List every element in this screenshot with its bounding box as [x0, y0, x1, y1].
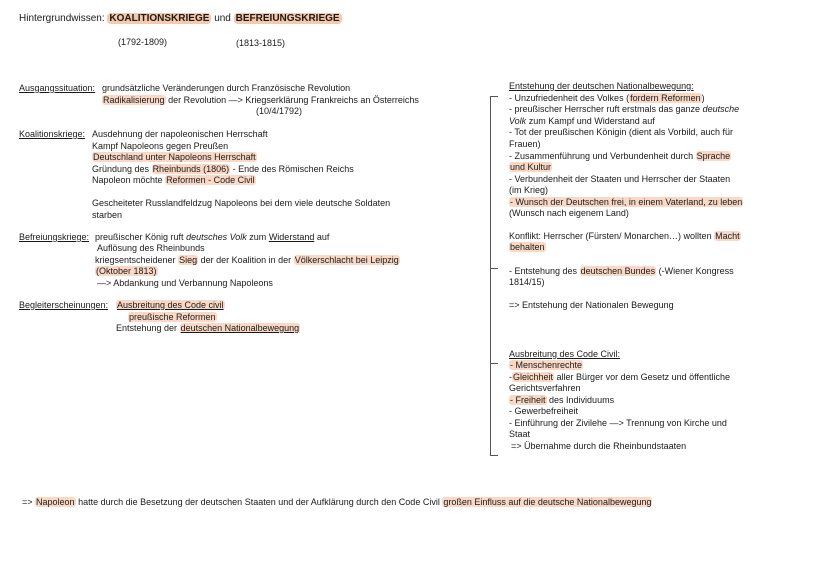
highlight: Radikalisierung	[103, 95, 165, 105]
italic-text: Volk	[509, 116, 527, 126]
text: hatte durch die Besetzung der deutschen Staaten und der Aufklärung durch den Code Civil	[78, 497, 440, 507]
konflikt-line	[509, 241, 546, 253]
date-koalitionskriege: (1792-1809)	[118, 37, 168, 47]
highlight: Sieg	[179, 255, 198, 265]
bracket-tick	[490, 268, 498, 269]
text: - preußischer Herrscher ruft erstmals das ganze	[509, 104, 701, 114]
title-term-koalitionskriege: KOALITIONSKRIEGE	[109, 13, 210, 24]
code-civil-heading: Ausbreitung des Code Civil:	[509, 349, 621, 359]
conclusion	[22, 496, 652, 508]
text: (-Wiener Kongress	[658, 266, 734, 276]
nationale-bewegung-line: => Entstehung der Nationalen Bewegung	[509, 300, 674, 310]
highlight: preußische Reformen	[129, 312, 216, 322]
begleiterscheinungen-label: Begleiterscheinungen:	[19, 300, 109, 310]
koalitionskriege-line	[92, 151, 257, 163]
text: zum Kampf und Widerstand auf	[528, 116, 655, 126]
koalitionskriege-line: Ausdehnung der napoleonischen Herrschaft	[92, 129, 268, 139]
highlight: und Kultur	[510, 162, 552, 172]
highlight: - Freiheit	[510, 395, 546, 405]
highlight: Ausbreitung des Code civil	[117, 300, 224, 310]
ausgangssituation-label: Ausgangssituation:	[19, 83, 96, 93]
highlight: Gleichheit	[513, 372, 554, 382]
highlight: Deutschland unter Napoleons Herrschaft	[93, 152, 256, 162]
title-and: und	[214, 13, 231, 24]
underlined-text: Widerstand	[268, 232, 315, 242]
entstehung-line: - Tot der preußischen Königin (dient als Vorbild, auch für	[509, 127, 733, 137]
text: - Entstehung des	[509, 266, 578, 276]
italic-text: deutsches Volk	[186, 232, 247, 242]
koalitionskriege-line: starben	[92, 210, 123, 220]
date-befreiungskriege: (1813-1815)	[236, 38, 286, 48]
highlight: Rheinbunds (1806)	[152, 164, 230, 174]
text: des Individuums	[549, 395, 615, 405]
ausgangssituation-date: (10/4/1792)	[256, 106, 303, 116]
koalitionskriege-line: Gescheiteter Russlandfeldzug Napoleons bei dem viele deutsche Soldaten	[92, 198, 391, 208]
entstehung-line	[509, 103, 739, 115]
text: zum	[249, 232, 267, 242]
page-title	[19, 13, 342, 25]
bracket-line	[490, 96, 491, 455]
entstehung-line: Frauen)	[509, 139, 541, 149]
italic-text: deutsche	[702, 104, 740, 114]
highlight: Reformen - Code Civil	[166, 175, 255, 185]
highlight: - Wunsch der Deutschen frei, in einem Vaterland, zu leben	[510, 197, 743, 207]
text: der der Koalition in der	[200, 255, 292, 265]
highlight: fordern Reformen	[630, 93, 701, 103]
entstehung-line: (Wunsch nach eigenem Land)	[509, 208, 629, 218]
text: Entstehung der	[116, 323, 178, 333]
entstehung-line: (im Krieg)	[509, 185, 549, 195]
highlight: deutschen Nationalbewegung	[180, 323, 300, 333]
befreiungskriege-label: Befreiungskriege:	[19, 232, 90, 242]
entstehung-line	[509, 161, 552, 173]
koalitionskriege-label: Koalitionskriege:	[19, 129, 86, 139]
text: - Unzufriedenheit des Volkes (	[509, 93, 630, 103]
text: -	[509, 372, 512, 382]
highlight: Völkerschlacht bei Leipzig	[294, 255, 399, 265]
text: )	[701, 93, 705, 103]
text: aller Bürger vor dem Gesetz und öffentliche	[556, 372, 730, 382]
highlight: - Menschenrechte	[510, 360, 583, 370]
bracket-tick	[490, 455, 498, 456]
text: kriegsentscheidener	[95, 255, 176, 265]
code-civil-line: => Übernahme durch die Rheinbundstaaten	[511, 441, 687, 451]
bracket-tick	[490, 96, 498, 97]
code-civil-line: - Einführung der Zivilehe —> Trennung von Kirche und	[509, 418, 727, 428]
befreiungskriege-line	[95, 265, 158, 277]
highlight: Sprache	[696, 151, 731, 161]
bracket-tick	[490, 363, 498, 364]
begleiterscheinungen-line	[116, 299, 225, 311]
highlight: deutschen Bundes	[580, 266, 656, 276]
text: =>	[22, 497, 33, 507]
title-prefix: Hintergrundwissen:	[19, 13, 105, 24]
ausgangssituation-line: grundsätzliche Veränderungen durch Französische Revolution	[102, 83, 351, 93]
befreiungskriege-line: Auflösung des Rheinbunds	[97, 243, 205, 253]
text: Konflikt: Herrscher (Fürsten/ Monarchen…) wollten	[509, 231, 712, 241]
text: - Zusammenführung und Verbundenheit durch	[509, 151, 694, 161]
code-civil-line: Staat	[509, 429, 531, 439]
highlight: großen Einfluss auf die deutsche Nationalbewegung	[443, 497, 652, 507]
code-civil-line	[509, 359, 583, 371]
highlight: Napoleon	[36, 497, 75, 507]
highlight: (Oktober 1813)	[96, 266, 157, 276]
code-civil-line: Gerichtsverfahren	[509, 383, 581, 393]
entstehung-line: - Verbundenheit der Staaten und Herrscher der Staaten	[509, 174, 731, 184]
highlight: behalten	[510, 242, 545, 252]
highlight: Macht	[715, 231, 740, 241]
koalitionskriege-line	[92, 174, 256, 186]
begleiterscheinungen-line	[116, 322, 300, 334]
text: - Ende des Römischen Reichs	[232, 164, 354, 174]
text: der Revolution —> Kriegserklärung Frankreichs an Österreichs	[168, 95, 419, 105]
text: Gründung des	[92, 164, 150, 174]
befreiungskriege-line: —> Abdankung und Verbannung Napoleons	[97, 278, 273, 288]
koalitionskriege-line: Kampf Napoleons gegen Preußen	[92, 141, 229, 151]
code-civil-line: - Gewerbefreiheit	[509, 406, 579, 416]
text: auf	[316, 232, 330, 242]
entstehung-heading: Entstehung der deutschen Nationalbewegung:	[509, 81, 694, 91]
text: preußischer König ruft	[95, 232, 184, 242]
title-term-befreiungskriege: BEFREIUNGSKRIEGE	[235, 13, 340, 24]
bund-line: 1814/15)	[509, 277, 545, 287]
text: Napoleon möchte	[92, 175, 163, 185]
